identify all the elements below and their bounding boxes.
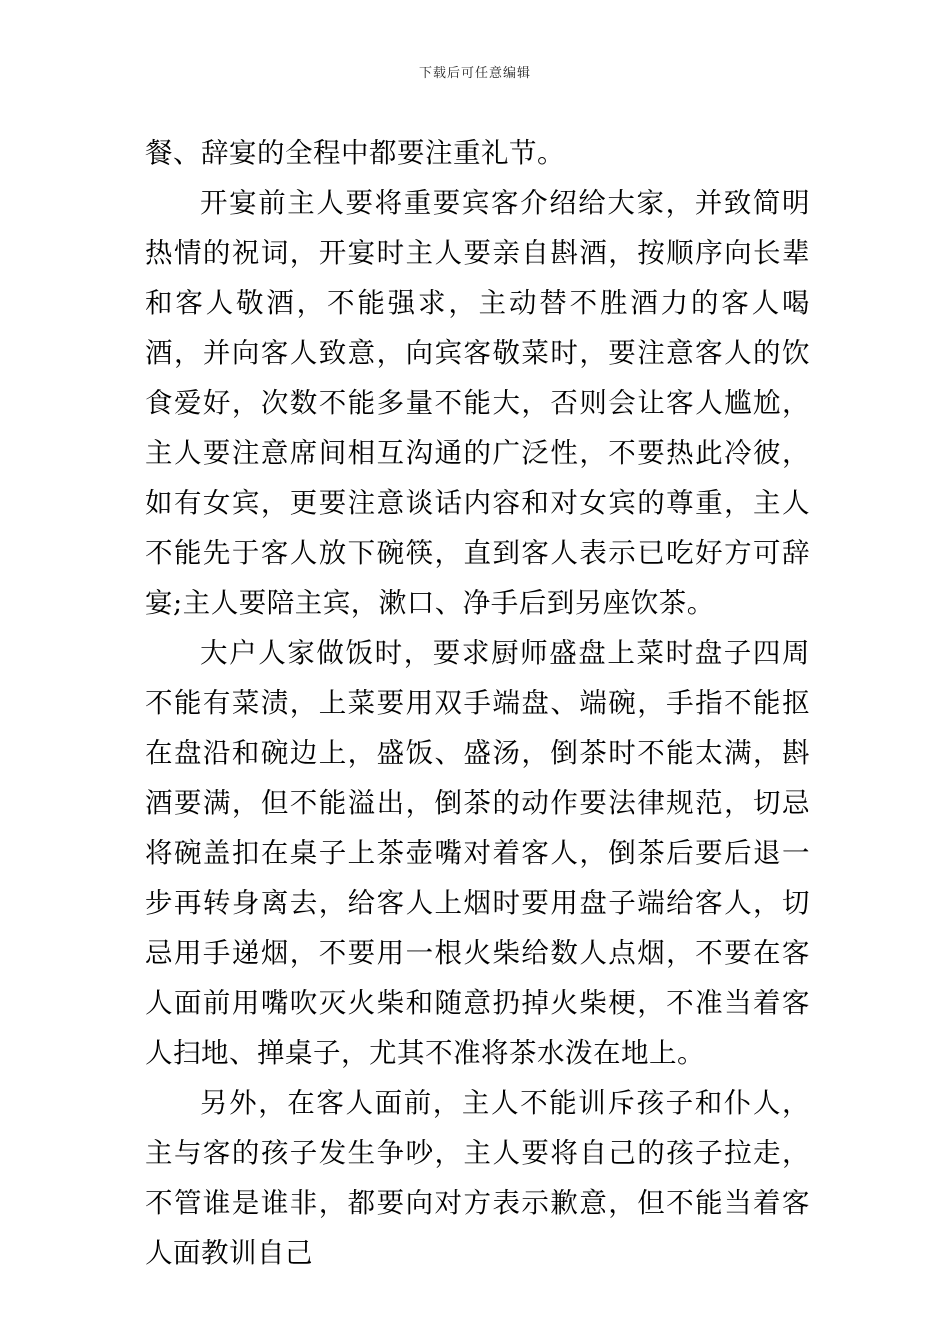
- body-text: [145, 128, 810, 1278]
- paragraph-3: 大户人家做饭时，要求厨师盛盘上菜时盘子四周不能有菜渍，上菜要用双手端盘、端碗，手指不能抠在盘沿和碗边上，盛饭、盛汤，倒茶时不能太满，斟酒要满，但不能溢出，倒茶的动作要法律规范，切忌将碗盖扣在桌子上茶壶嘴对着客人，倒茶后要后退一步再转身离去，给客人上烟时要用盘子端给客人，切忌用手递烟，不要用一根火柴给数人点烟，不要在客人面前用嘴吹灭火柴和随意扔掉火柴梗，不准当着客人扫地、掸桌子，尤其不准将茶水泼在地上。: [145, 637, 810, 1069]
- header-note: 下载后可任意编辑: [418, 66, 531, 81]
- paragraph-4: 另外，在客人面前，主人不能训斥孩子和仆人，主与客的孩子发生争吵，主人要将自己的孩子拉走，不管谁是谁非，都要向对方表示歉意，但不能当着客人面教训自己: [145, 1087, 810, 1269]
- paragraph-1: 餐、辞宴的全程中都要注重礼节。: [145, 137, 565, 169]
- paragraph-2: 开宴前主人要将重要宾客介绍给大家，并致简明热情的祝词，开宴时主人要亲自斟酒，按顺序向长辈和客人敬酒，不能强求，主动替不胜酒力的客人喝酒，并向客人致意，向宾客敬菜时，要注意客人的饮食爱好，次数不能多量不能大，否则会让客人尴尬，主人要注意席间相互沟通的广泛性，不要热此冷彼，如有女宾，更要注意谈话内容和对女宾的尊重，主人不能先于客人放下碗筷，直到客人表示已吃好方可辞宴;主人要陪主宾，漱口、净手后到另座饮茶。: [145, 187, 810, 619]
